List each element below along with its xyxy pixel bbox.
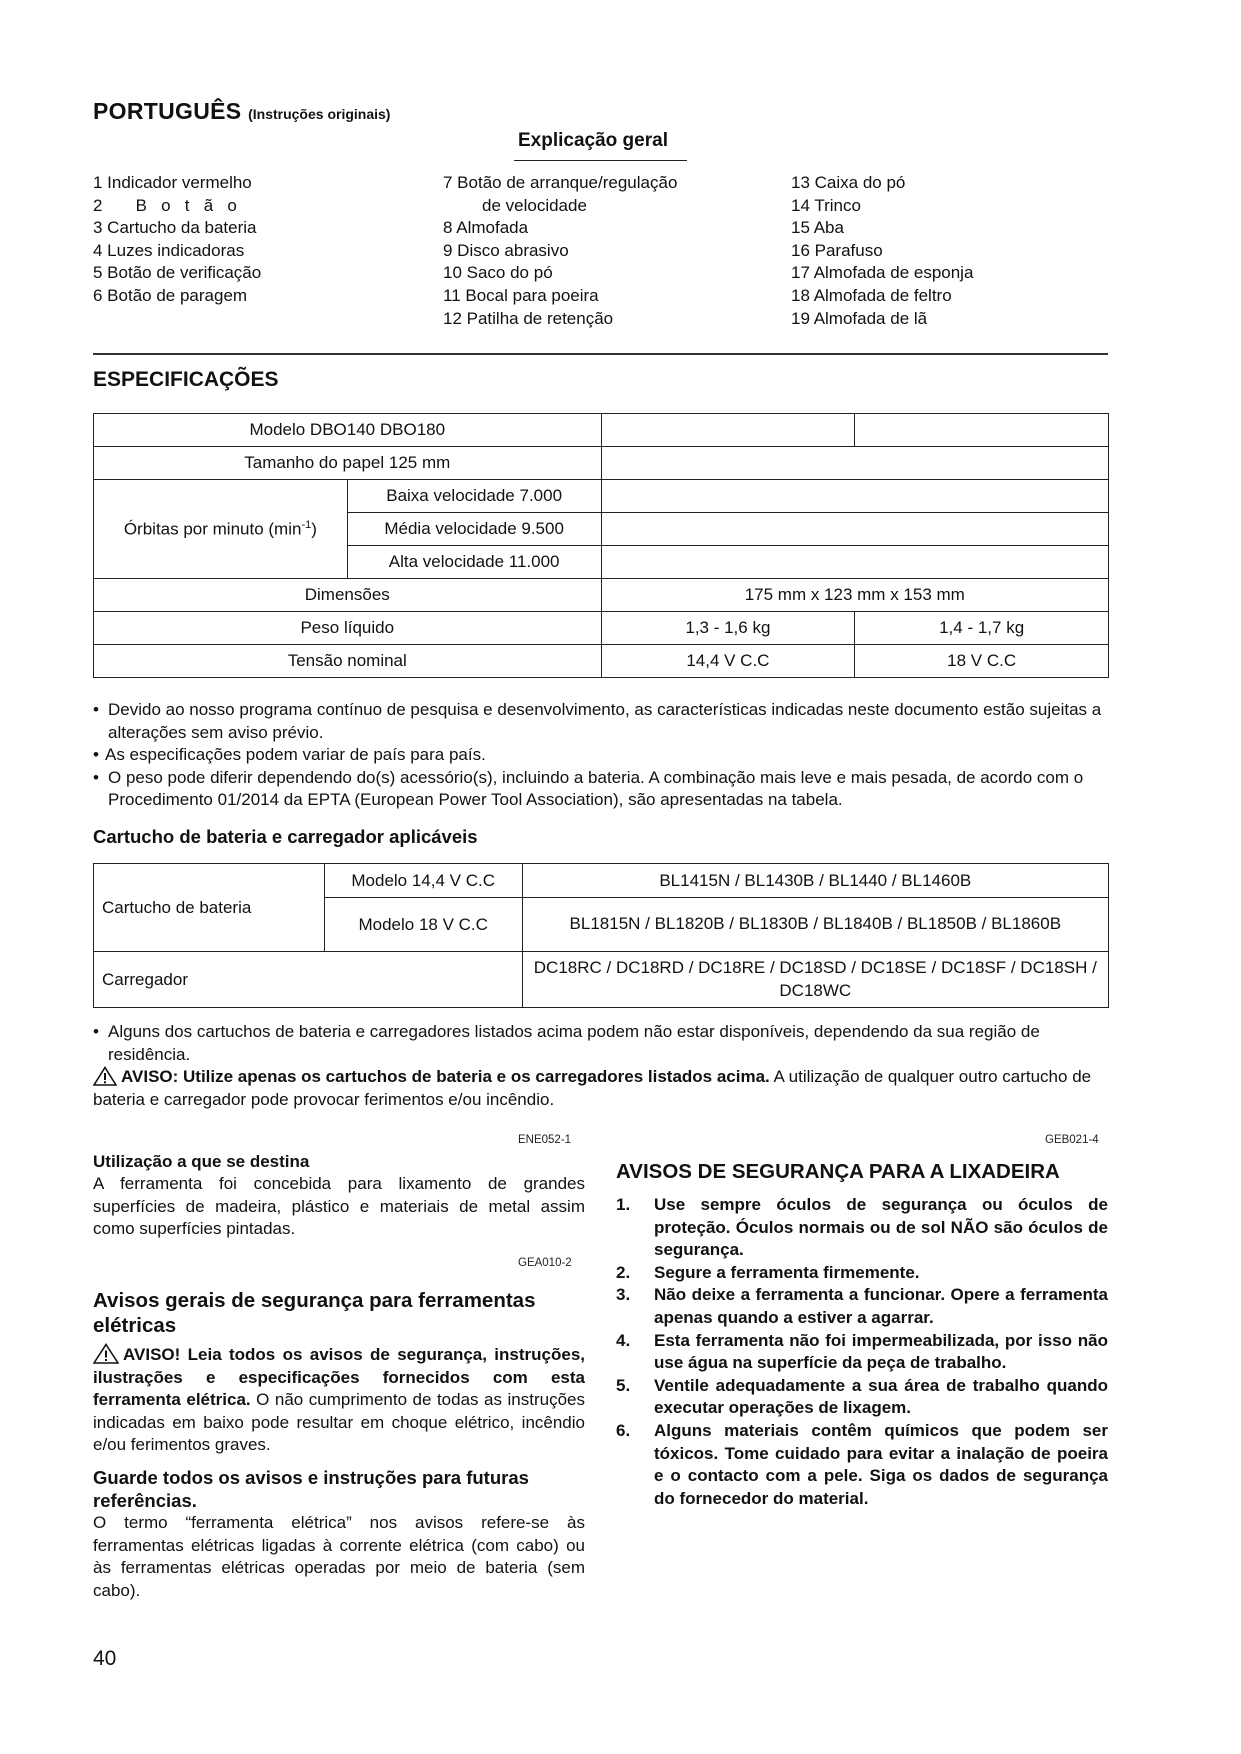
intended-use-text: A ferramenta foi concebida para lixamento de grandes superfícies de madeira, plástico e materiais de metal assim como superfícies pintadas. <box>93 1174 585 1239</box>
list-item: 10 Saco do pó <box>443 263 553 283</box>
list-item: 14 Trinco <box>791 195 861 215</box>
table-cell: 14,4 V C.C <box>601 645 855 678</box>
sander-safety-list <box>616 1194 1108 1510</box>
general-safety-warning: AVISO! Leia todos os avisos de segurança, instruções, ilustrações e especificações fornecidos com esta ferramenta elétrica. O não cumprimento de todas as instruções indicadas em baixo pode resultar em choque elétrico, incêndio e/ou ferimentos graves. <box>93 1345 585 1455</box>
warning-triangle-icon <box>93 1343 119 1364</box>
list-item: 18 Almofada de feltro <box>791 285 952 305</box>
general-safety-heading: Avisos gerais de segurança para ferramentas elétricas <box>93 1289 536 1337</box>
keep-instructions-heading: Guarde todos os avisos e instruções para futuras referências. <box>93 1467 529 1511</box>
list-item: 19 Almofada de lã <box>791 308 928 328</box>
table-cell <box>601 513 1108 546</box>
section-heading-general: Explicação geral <box>518 130 668 151</box>
list-item: 12 Patilha de retenção <box>443 308 614 328</box>
page-title: PORTUGUÊS (Instruções originais) <box>93 98 391 124</box>
doc-code: ENE052-1 <box>518 1134 572 1146</box>
keep-instructions-text: O termo “ferramenta elétrica” nos avisos refere-se às ferramentas elétricas ligadas à corrente elétrica (com cabo) ou às ferramentas elétricas operadas por meio de bateria (sem cabo). <box>93 1513 585 1600</box>
note-item: • Alguns dos cartuchos de bateria e carregadores listados acima podem não estar disponíveis, dependendo da sua região de residência. <box>93 1022 1040 1064</box>
list-item: de velocidade <box>482 195 587 215</box>
list-item: 16 Parafuso <box>791 240 883 260</box>
table-row <box>94 645 1109 678</box>
doc-code: GEA010-2 <box>518 1257 572 1269</box>
list-item: 3 Cartucho da bateria <box>93 218 257 238</box>
specs-table <box>93 413 1109 678</box>
table-cell: DC18RC / DC18RD / DC18RE / DC18SD / DC18SE / DC18SF / DC18SH / DC18WC <box>522 952 1108 1008</box>
list-item: 5. Ventile adequadamente a sua área de trabalho quando executar operações de lixagem. <box>616 1375 1108 1418</box>
intended-use-heading: Utilização a que se destina <box>93 1152 310 1171</box>
note-item: • O peso pode diferir dependendo do(s) acessório(s), incluindo a bateria. A combinação mais leve e mais pesada, de acordo com o Procedimento 01/2014 da EPTA (European Power Tool Association), são apresentadas na tabela. <box>93 767 1084 810</box>
list-item: 2 Botão <box>93 195 252 215</box>
table-row <box>94 864 1109 898</box>
list-item: 11 Bocal para poeira <box>443 285 599 305</box>
note-item: • Devido ao nosso programa contínuo de pesquisa e desenvolvimento, as características indicadas neste documento estão sujeitas a alterações sem aviso prévio. <box>93 700 1102 742</box>
list-item: 13 Caixa do pó <box>791 173 906 192</box>
page-number: 40 <box>93 1647 117 1670</box>
table-cell: 1,4 - 1,7 kg <box>855 612 1109 645</box>
table-cell: Tensão nominal <box>94 645 602 678</box>
table-cell: Órbitas por minuto $(\min^{-1})$ <box>94 480 348 579</box>
note-item: • As especificações podem variar de país para país. <box>93 745 486 765</box>
table-cell <box>601 447 1108 480</box>
list-item: 4. Esta ferramenta não foi impermeabilizada, por isso não use água na superfície da peça de trabalho. <box>616 1330 1108 1373</box>
spec-notes <box>93 699 1111 812</box>
table-cell: BL1415N / BL1430B / BL1440 / BL1460B <box>522 864 1108 898</box>
parts-list-col3 <box>791 172 973 330</box>
table-row <box>94 414 1109 447</box>
table-cell <box>601 546 1108 579</box>
warning-triangle-icon <box>93 1066 117 1086</box>
table-cell: Modelo 18 V C.C <box>324 898 522 952</box>
list-item: 4 Luzes indicadoras <box>93 240 245 260</box>
parts-list-col2 <box>443 172 677 330</box>
list-item: 8 Almofada <box>443 218 529 238</box>
sander-safety-heading: AVISOS DE SEGURANÇA PARA A LIXADEIRA <box>616 1160 1060 1183</box>
table-cell: Peso líquido <box>94 612 602 645</box>
list-item: 6 Botão de paragem <box>93 285 248 305</box>
table-cell: Dimensões <box>94 579 602 612</box>
section-underline <box>514 160 687 161</box>
table-cell: 175 mm x 123 mm x 153 mm <box>601 579 1108 612</box>
list-item: 1. Use sempre óculos de segurança ou óculos de proteção. Óculos normais ou de sol NÃO são óculos de segurança. <box>616 1195 1108 1260</box>
table-cell: Baixa velocidade 7.000 <box>347 480 601 513</box>
list-item: 1 Indicador vermelho <box>93 173 252 192</box>
specs-heading: ESPECIFICAÇÕES <box>93 368 279 391</box>
battery-table <box>93 863 1109 1008</box>
list-item: 17 Almofada de esponja <box>791 263 974 283</box>
table-row <box>94 952 1109 1008</box>
table-cell <box>601 414 855 447</box>
table-cell: Alta velocidade 11.000 <box>347 546 601 579</box>
list-item: 6. Alguns materiais contêm químicos que podem ser tóxicos. Tome cuidado para evitar a inalação de poeira e o contacto com a pele. Siga os dados de segurança do fornecedor do material. <box>616 1420 1108 1508</box>
table-cell: Cartucho de bateria <box>94 864 325 952</box>
list-item: 2. Segure a ferramenta firmemente. <box>616 1262 920 1282</box>
battery-heading: Cartucho de bateria e carregador aplicáveis <box>93 826 478 847</box>
table-row <box>94 480 1109 513</box>
table-cell: 1,3 - 1,6 kg <box>601 612 855 645</box>
table-row <box>94 579 1109 612</box>
table-cell: BL1815N / BL1820B / BL1830B / BL1840B / BL1850B / BL1860B <box>522 898 1108 952</box>
section-divider <box>93 353 1108 355</box>
table-cell: Tamanho do papel 125 mm <box>94 447 602 480</box>
table-cell: Carregador <box>94 952 523 1008</box>
table-row <box>94 612 1109 645</box>
table-cell: Modelo DBO140 DBO180 <box>94 414 602 447</box>
list-item: 5 Botão de verificação <box>93 263 262 283</box>
list-item: 9 Disco abrasivo <box>443 240 569 260</box>
list-item: 15 Aba <box>791 218 844 238</box>
page-subtitle: (Instruções originais) <box>248 106 391 122</box>
battery-warning: AVISO: Utilize apenas os cartuchos de bateria e os carregadores listados acima. A utilização de qualquer outro cartucho de bateria e carregador pode provocar ferimentos e/ou incêndio. <box>93 1067 1092 1109</box>
table-cell: 18 V C.C <box>855 645 1109 678</box>
list-item: 7 Botão de arranque/regulação <box>443 173 678 192</box>
table-row <box>94 447 1109 480</box>
parts-list-col1 <box>93 172 261 308</box>
list-item: 3. Não deixe a ferramenta a funcionar. Opere a ferramenta apenas quando a estiver a agarrar. <box>616 1285 1108 1327</box>
battery-note <box>93 1021 1111 1066</box>
table-cell: Modelo 14,4 V C.C <box>324 864 522 898</box>
table-cell <box>855 414 1109 447</box>
doc-code: GEB021-4 <box>1045 1134 1099 1146</box>
table-cell <box>601 480 1108 513</box>
table-cell: Média velocidade 9.500 <box>347 513 601 546</box>
